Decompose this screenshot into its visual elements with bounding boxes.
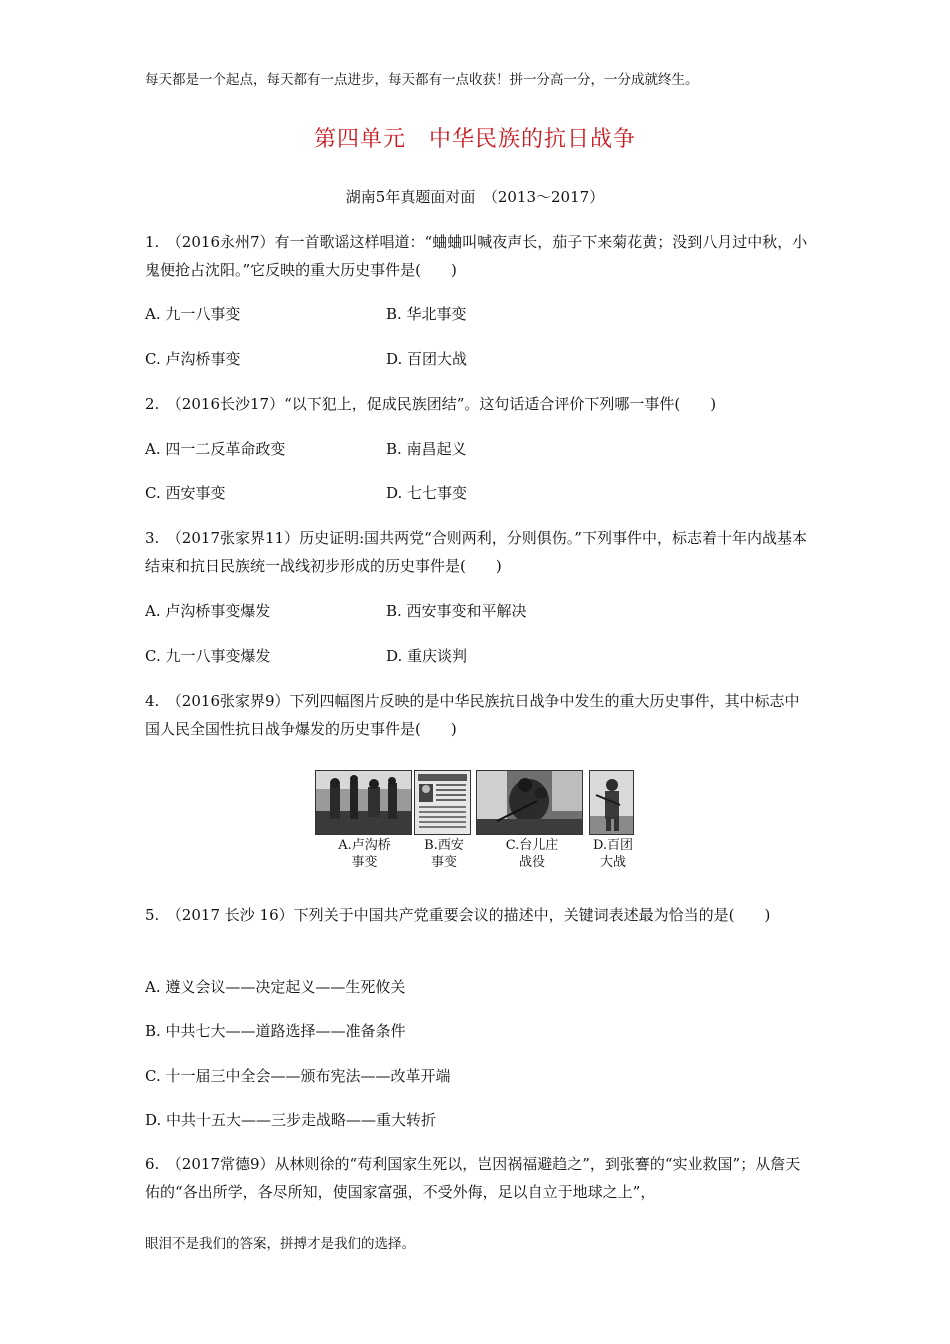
question-2-option-a: A. 四一二反革命政变 xyxy=(145,440,286,458)
question-1-stem: 1. （2016永州7）有一首歌谣这样唱道：“蛐蛐叫喊夜声长，茄子下来菊花黄；没到八月过中秋，小鬼便抢占沈阳。”它反映的重大历史事件是( ) xyxy=(145,233,808,279)
question-3-option-b: B. 西安事变和平解决 xyxy=(386,602,527,620)
question-1-option-b: B. 华北事变 xyxy=(386,305,467,323)
question-2-option-b: B. 南昌起义 xyxy=(386,440,467,458)
question-3-stem: 3. （2017张家界11）历史证明:国共两党“合则两利，分则俱伤。”下列事件中，标志着十年内战基本结束和抗日民族统一战线初步形成的历史事件是( ) xyxy=(145,529,807,575)
question-2-option-c: C. 西安事变 xyxy=(145,484,226,502)
question-5-option-d: D. 中共十五大——三步走战略——重大转折 xyxy=(145,1111,437,1129)
question-4-stem: 4. （2016张家界9）下列四幅图片反映的是中华民族抗日战争中发生的重大历史事件，其中标志中国人民全国性抗日战争爆发的历史事件是( ) xyxy=(145,692,800,738)
figure-caption-d: D.百团 大战 xyxy=(592,838,634,870)
photo-taierzhuang-battle xyxy=(476,770,583,835)
page-header: 每天都是一个起点，每天都有一点进步，每天都有一点收获！拼一分高一分，一分成就终生。 xyxy=(145,72,699,88)
photo-hundred-regiments xyxy=(589,770,634,835)
question-5-stem: 5. （2017 长沙 16）下列关于中国共产党重要会议的描述中，关键词表述最为恰当的是( ) xyxy=(145,906,771,924)
figure-caption-c: C.台儿庄 战役 xyxy=(505,838,559,870)
question-3-option-d: D. 重庆谈判 xyxy=(386,647,468,665)
section-subtitle: 湖南5年真题面对面 （2013～2017） xyxy=(345,188,605,206)
photo-xian-incident xyxy=(414,770,471,835)
page-footer: 眼泪不是我们的答案，拼搏才是我们的选择。 xyxy=(145,1236,415,1252)
question-3-option-a: A. 卢沟桥事变爆发 xyxy=(145,602,271,620)
question-6-stem: 6. （2017常德9）从林则徐的“苟利国家生死以，岂因祸福避趋之”，到张謇的“实业救国”；从詹天佑的“各出所学，各尽所知，使国家富强，不受外侮，足以自立于地球之上”， xyxy=(145,1155,801,1201)
question-1-option-c: C. 卢沟桥事变 xyxy=(145,350,241,368)
photo-lugou-bridge xyxy=(315,770,412,835)
unit-title: 第四单元 中华民族的抗日战争 xyxy=(313,127,636,152)
question-3-option-c: C. 九一八事变爆发 xyxy=(145,647,271,665)
figure-caption-b: B.西安 事变 xyxy=(424,838,464,870)
question-1-option-d: D. 百团大战 xyxy=(386,350,468,368)
question-5-option-c: C. 十一届三中全会——颁布宪法——改革开端 xyxy=(145,1067,451,1085)
question-5-option-a: A. 遵义会议——决定起义——生死攸关 xyxy=(145,978,406,996)
question-1-option-a: A. 九一八事变 xyxy=(145,305,241,323)
question-5-option-b: B. 中共七大——道路选择——准备条件 xyxy=(145,1022,406,1040)
question-2-option-d: D. 七七事变 xyxy=(386,484,468,502)
question-2-stem: 2. （2016长沙17）“以下犯上，促成民族团结”。这句话适合评价下列哪一事件( ) xyxy=(145,395,717,413)
figure-caption-a: A.卢沟桥 事变 xyxy=(338,838,391,870)
